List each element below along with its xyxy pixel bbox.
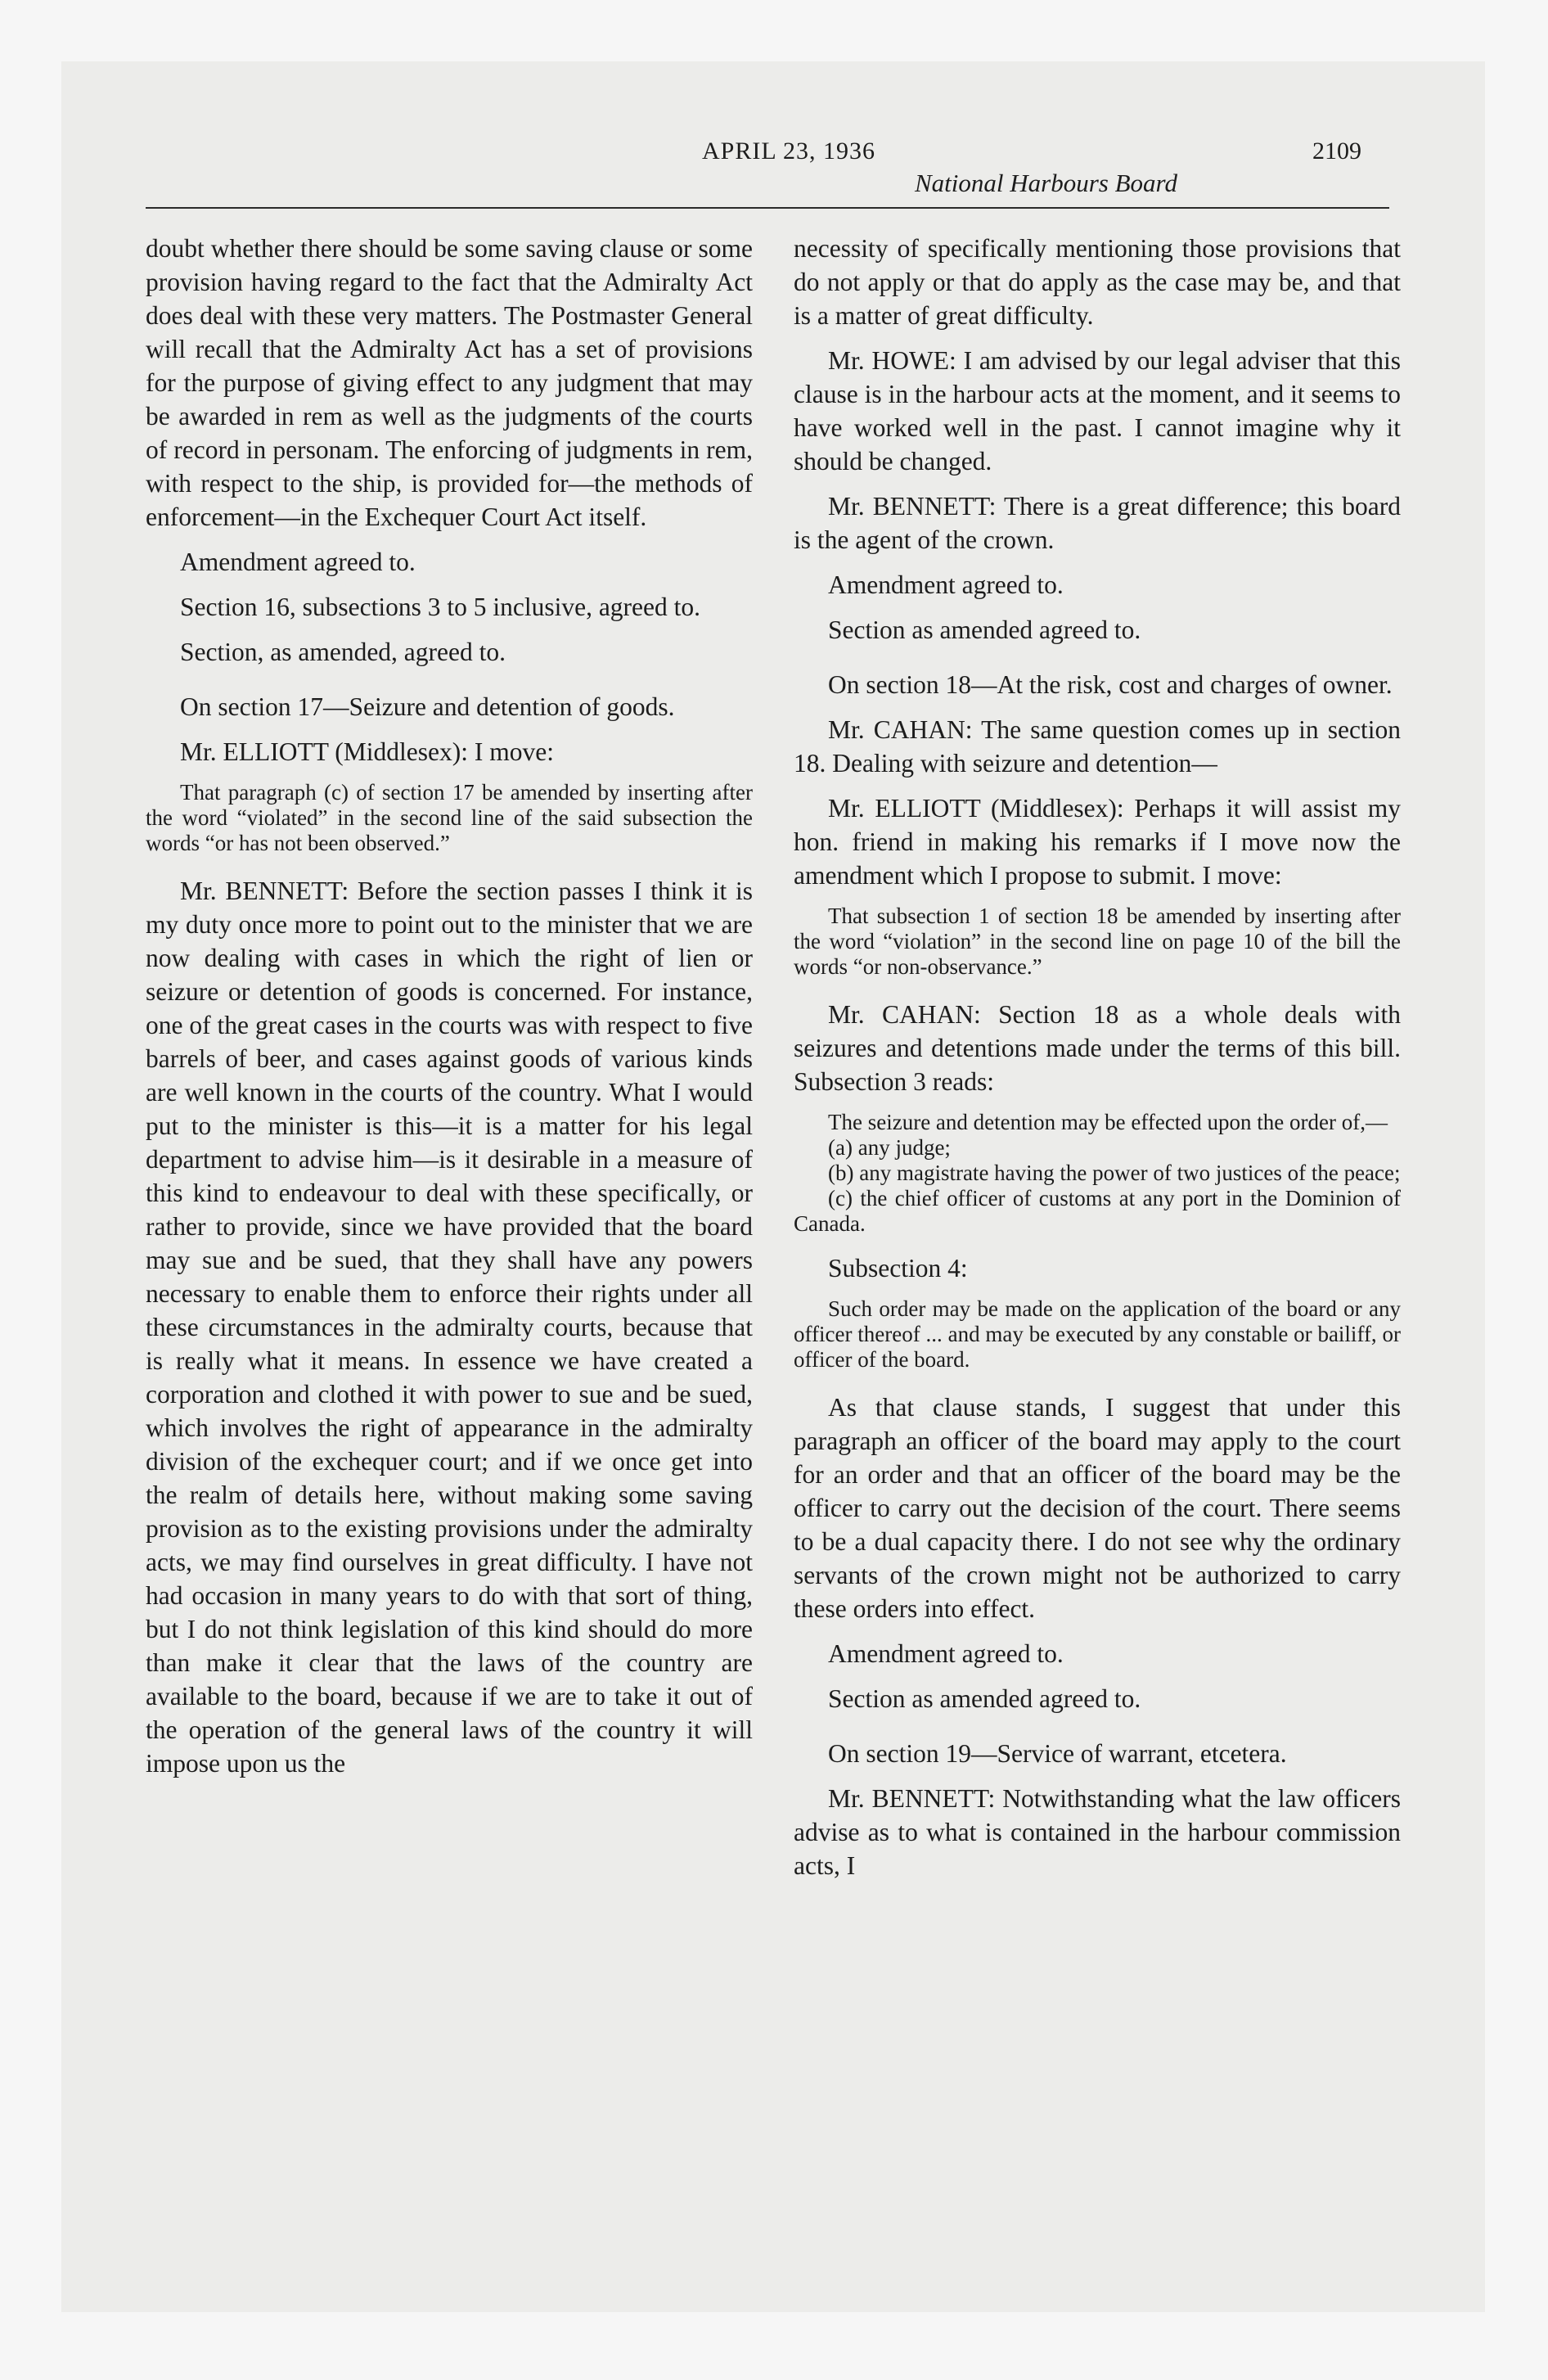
speaker-name: Mr. HOWE: — [828, 346, 956, 375]
speech-text: I move: — [467, 737, 554, 766]
section-heading: On section 18—At the risk, cost and charges of owner. — [828, 670, 1393, 699]
speaker-name: Mr. ELLIOTT (Middlesex): — [180, 737, 468, 766]
speech-paragraph — [794, 489, 1401, 557]
paragraph: Amendment agreed to. — [828, 1639, 1064, 1668]
quoted-clause-item: (b) any magistrate having the power of two justices of the peace; — [828, 1161, 1401, 1185]
speech-paragraph — [794, 998, 1401, 1098]
speech-text: Notwithstanding what the law officers advise as to what is contained in the harbour commission acts, I — [794, 1784, 1401, 1880]
paragraph: Amendment agreed to. — [828, 570, 1064, 599]
paragraph: Section 16, subsections 3 to 5 inclusive, agreed to. — [180, 593, 701, 621]
running-header — [146, 82, 1389, 213]
paragraph: necessity of specifically mentioning those provisions that do not apply or that do apply as the case may be, and that is a matter of great difficulty. — [794, 234, 1401, 330]
speaker-name: Mr. BENNETT: — [828, 1784, 996, 1813]
speaker-name: Mr. ELLIOTT (Middlesex): — [828, 794, 1124, 823]
quoted-motion: That paragraph (c) of section 17 be amended by inserting after the word “violated” in the second line of the said subsection the words “or has not been observed.” — [146, 780, 753, 855]
speech-text: Perhaps it will assist my hon. friend in making his remarks if I move now the amendment which I propose to submit. I move: — [794, 794, 1402, 890]
page-number: 2109 — [1312, 137, 1361, 165]
section-heading: On section 17—Seizure and detention of goods. — [180, 692, 675, 721]
paragraph: Section as amended agreed to. — [828, 615, 1141, 644]
speech-paragraph — [794, 791, 1401, 892]
section-heading: On section 19—Service of warrant, etcetera. — [828, 1739, 1287, 1768]
paragraph: Section as amended agreed to. — [828, 1684, 1141, 1713]
speech-text: The same question comes up in section 18. Dealing with seizure and detention— — [794, 715, 1402, 778]
speaker-name: Mr. CAHAN: — [828, 1000, 981, 1029]
speech-paragraph — [794, 713, 1401, 780]
speech-paragraph — [146, 874, 753, 1780]
paragraph: Subsection 4: — [828, 1254, 968, 1282]
header-rule — [146, 207, 1389, 209]
header-date: APRIL 23, 1936 — [702, 137, 876, 165]
quoted-clause-item: (a) any judge; — [828, 1135, 951, 1160]
speaker-name: Mr. BENNETT: — [180, 877, 349, 905]
quoted-clause: The seizure and detention may be effected upon the order of,— — [828, 1110, 1388, 1134]
speech-text: There is a great difference; this board is the agent of the crown. — [794, 492, 1401, 554]
left-column — [146, 232, 753, 1792]
header-section-title: National Harbours Board — [915, 169, 1177, 197]
paragraph: Section, as amended, agreed to. — [180, 638, 506, 666]
speech-paragraph — [794, 1782, 1401, 1882]
speaker-name: Mr. CAHAN: — [828, 715, 973, 744]
paragraph: Amendment agreed to. — [180, 548, 416, 576]
speech-paragraph — [794, 344, 1401, 478]
speech-paragraph — [146, 735, 753, 769]
paragraph: doubt whether there should be some saving clause or some provision having regard to the fact that the Admiralty Act does deal with these very matters. The Postmaster General will recall that the Admiralty Act has a set of provisions for the purpose of giving effect to any judgment that may be awarded in rem as well as the judgments of the courts of record in personam. The enforcing of judgments in rem, with respect to the ship, is provided for—the methods of enforcement—in the Exchequer Court Act itself. — [146, 234, 753, 531]
speaker-name: Mr. BENNETT: — [828, 492, 997, 521]
quoted-clause-item: (c) the chief officer of customs at any port in the Dominion of Canada. — [794, 1186, 1401, 1236]
paragraph: As that clause stands, I suggest that under this paragraph an officer of the board may apply to the court for an order and that an officer of the board may be the officer to carry out the decision of the court. There seems to be a dual capacity there. I do not see why the ordinary servants of the crown might not be authorized to carry these orders into effect. — [794, 1393, 1401, 1623]
speech-text: Before the section passes I think it is my duty once more to point out to the minister that we are now dealing with cases in which the right of lien or seizure or detention of goods is concerned. For instance, one of the great cases in the courts was with respect to five barrels of beer, and cases against goods of various kinds are well known in the courts of the country. What I would put to the minister is this—it is a matter for his legal department to advise him—is it desirable in a measure of this kind to endeavour to deal with these specifically, or rather to provide, since we have provided that the board may sue and be sued, that they shall have any powers necessary to enable them to enforce their rights under all these circumstances in the admiralty courts, because that is really what it means. In essence we have created a corporation and clothed it with power to sue and be sued, which involves the right of appearance in the admiralty division of the exchequer court; and if we once get into the realm of details here, without making some saving provision as to the existing provisions under the admiralty acts, we may find ourselves in great difficulty. I have not had occasion in many years to do with that sort of thing, but I do not think legislation of this kind should do more than make it clear that the laws of the country are available to the board, because if we are to take it out of the operation of the general laws of the country it will impose upon us the — [146, 877, 753, 1778]
quoted-motion: That subsection 1 of section 18 be amended by inserting after the word “violation” in the second line on page 10 of the bill the words “or non-observance.” — [794, 904, 1401, 979]
speech-text: Section 18 as a whole deals with seizures and detentions made under the terms of this bill. Subsection 3 reads: — [794, 1000, 1401, 1096]
quoted-clause: Such order may be made on the application of the board or any officer thereof ... and may be executed by any constable or bailiff, or officer of the board. — [794, 1296, 1401, 1372]
right-column — [794, 232, 1401, 1894]
speech-text: I am advised by our legal adviser that this clause is in the harbour acts at the moment, and it seems to have worked well in the past. I cannot imagine why it should be changed. — [794, 346, 1401, 476]
